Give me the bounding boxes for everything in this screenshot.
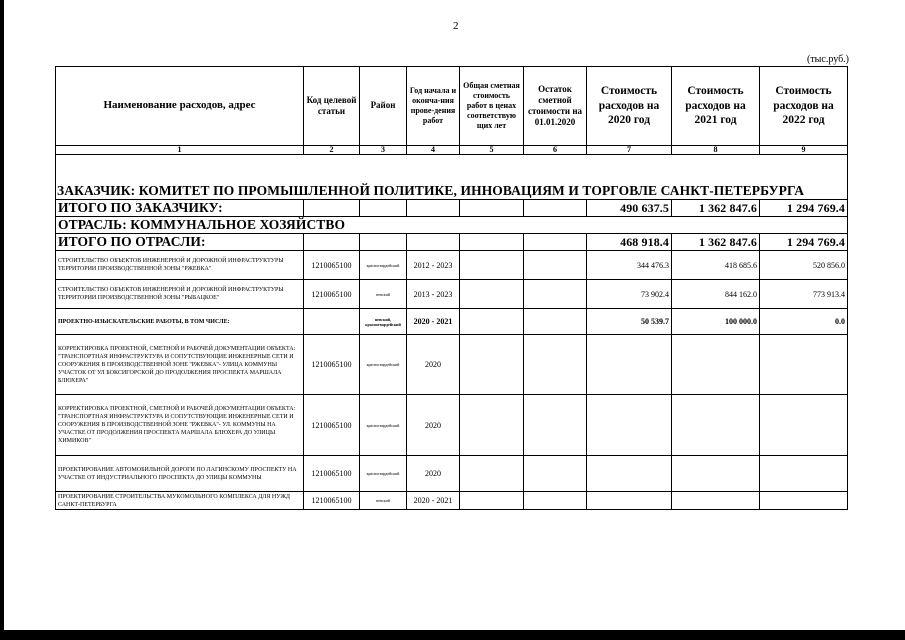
page-number: 2 (453, 20, 459, 32)
customer-line: ЗАКАЗЧИК: КОМИТЕТ ПО ПРОМЫШЛЕННОЙ ПОЛИТИКЕ, ИННОВАЦИЯМ И ТОРГОВЛЕ САНКТ-ПЕТЕРБУРГА (56, 183, 848, 200)
row-name: КОРРЕКТИРОВКА ПРОЕКТНОЙ, СМЕТНОЙ И РАБОЧЕЙ ДОКУМЕНТАЦИИ ОБЪЕКТА: "ТРАНСПОРТНАЯ ИНФРАСТРУКТУРА И СОПУТСТВУЮЩИЕ ИНЖЕНЕРНЫЕ СЕТИ И СООРУЖЕНИЯ В ПРОИЗВОДСТВЕННОЙ ЗОНЕ "РЖЕВКА"- УЛ. КОММУНЫ НА УЧАСТКЕ ОТ ПРОДОЛЖЕНИЯ ПРОСПЕКТА МАРШАЛА БЛЮХЕРА ДО УЛИЦЫ ХИМИКОВ" (56, 395, 304, 456)
expenses-table (55, 66, 848, 510)
row-district: невский (360, 280, 407, 309)
row-2020: 50 539.7 (587, 309, 672, 335)
row-years: 2012 - 2023 (407, 251, 460, 280)
branch-total-2020: 468 918.4 (587, 234, 672, 251)
customer-total-2021: 1 362 847.6 (672, 200, 760, 217)
unit-label: (тыс.руб.) (806, 54, 849, 65)
row-years: 2013 - 2023 (407, 280, 460, 309)
row-district: красногвардейский (360, 251, 407, 280)
row-name: КОРРЕКТИРОВКА ПРОЕКТНОЙ, СМЕТНОЙ И РАБОЧЕЙ ДОКУМЕНТАЦИИ ОБЪЕКТА: "ТРАНСПОРТНАЯ ИНФРАСТРУКТУРА И СОПУТСТВУЮЩИЕ ИНЖЕНЕРНЫЕ СЕТИ И СООРУЖЕНИЯ В ПРОИЗВОДСТВЕННОЙ ЗОНЕ "РЖЕВКА"- УЛИЦА КОММУНЫ УЧАСТОК ОТ УЛ БОКСИГОРСКОЙ ДО ПРОДОЛЖЕНИЯ ПРОСПЕКТА МАРШАЛА БЛЮХЕРА" (56, 335, 304, 395)
scan-edge-bottom (0, 630, 905, 640)
header-name: Наименование расходов, адрес (56, 67, 304, 146)
row-name: ПРОЕКТНО-ИЗЫСКАТЕЛЬСКИЕ РАБОТЫ, В ТОМ ЧИСЛЕ: (56, 309, 304, 335)
row-2020 (587, 395, 672, 456)
row-code (304, 309, 360, 335)
row-2022: 773 913.4 (760, 280, 848, 309)
branch-total-2021: 1 362 847.6 (672, 234, 760, 251)
header-district: Район (360, 67, 407, 146)
row-2020: 344 476.3 (587, 251, 672, 280)
header-cost-2022: Стоимость расходов на 2022 год (760, 67, 848, 146)
row-code: 1210065100 (304, 492, 360, 510)
row-2021: 418 685.6 (672, 251, 760, 280)
row-2021: 844 162.0 (672, 280, 760, 309)
row-total (460, 309, 524, 335)
branch-row (56, 217, 848, 234)
col-number: 2 (304, 146, 360, 155)
row-code: 1210065100 (304, 251, 360, 280)
col-number: 5 (460, 146, 524, 155)
row-code: 1210065100 (304, 280, 360, 309)
row-2022 (760, 456, 848, 492)
row-name: СТРОИТЕЛЬСТВО ОБЪЕКТОВ ИНЖЕНЕРНОЙ И ДОРОЖНОЙ ИНФРАСТРУКТУРЫ ТЕРРИТОРИИ ПРОИЗВОДСТВЕННОЙ ЗОНЫ "РЖЕВКА" (56, 251, 304, 280)
row-remainder (524, 395, 587, 456)
row-2020 (587, 492, 672, 510)
table-row (56, 309, 848, 335)
header-cost-2020: Стоимость расходов на 2020 год (587, 67, 672, 146)
header-remainder: Остаток сметной стоимости на 01.01.2020 (524, 67, 587, 146)
header-code: Код целевой статьи (304, 67, 360, 146)
row-code: 1210065100 (304, 395, 360, 456)
branch-total-row (56, 234, 848, 251)
row-district: красногвардейский (360, 335, 407, 395)
row-district: красногвардейский (360, 395, 407, 456)
row-remainder (524, 335, 587, 395)
row-2021 (672, 335, 760, 395)
row-2022 (760, 335, 848, 395)
col-number: 1 (56, 146, 304, 155)
row-years: 2020 - 2021 (407, 492, 460, 510)
table-row (56, 395, 848, 456)
row-name: ПРОЕКТИРОВАНИЕ АВТОМОБИЛЬНОЙ ДОРОГИ ПО ЛАГИНСКОМУ ПРОСПЕКТУ НА УЧАСТКЕ ОТ ИНДУСТРИАЛЬНОГО ПРОСПЕКТА ДО УЛИЦЫ КОММУНЫ (56, 456, 304, 492)
row-2022: 0.0 (760, 309, 848, 335)
row-total (460, 492, 524, 510)
row-years: 2020 (407, 335, 460, 395)
row-2022 (760, 492, 848, 510)
row-district: невский (360, 492, 407, 510)
header-row (56, 67, 848, 146)
row-total (460, 395, 524, 456)
row-years: 2020 (407, 456, 460, 492)
branch-line: ОТРАСЛЬ: КОММУНАЛЬНОЕ ХОЗЯЙСТВО (56, 217, 848, 234)
table-row (56, 492, 848, 510)
table-row (56, 456, 848, 492)
row-remainder (524, 456, 587, 492)
row-years: 2020 (407, 395, 460, 456)
col-number: 8 (672, 146, 760, 155)
row-2020: 73 902.4 (587, 280, 672, 309)
row-remainder (524, 309, 587, 335)
header-cost-2021: Стоимость расходов на 2021 год (672, 67, 760, 146)
row-code: 1210065100 (304, 335, 360, 395)
col-number: 3 (360, 146, 407, 155)
customer-total-label: ИТОГО ПО ЗАКАЗЧИКУ: (56, 200, 304, 217)
row-name: ПРОЕКТИРОВАНИЕ СТРОИТЕЛЬСТВА МУКОМОЛЬНОГО КОМПЛЕКСА ДЛЯ НУЖД САНКТ-ПЕТЕРБУРГА (56, 492, 304, 510)
customer-total-2020: 490 637.5 (587, 200, 672, 217)
table-row (56, 251, 848, 280)
spacer-row (56, 155, 848, 184)
branch-total-label: ИТОГО ПО ОТРАСЛИ: (56, 234, 304, 251)
row-2021 (672, 395, 760, 456)
row-2020 (587, 456, 672, 492)
row-district: невский, красногвардейский (360, 309, 407, 335)
customer-row (56, 183, 848, 200)
table-row (56, 335, 848, 395)
row-2020 (587, 335, 672, 395)
row-2021 (672, 492, 760, 510)
col-number: 7 (587, 146, 672, 155)
row-remainder (524, 251, 587, 280)
row-total (460, 280, 524, 309)
row-2022 (760, 395, 848, 456)
row-district: красногвардейский (360, 456, 407, 492)
row-2021: 100 000.0 (672, 309, 760, 335)
row-total (460, 456, 524, 492)
row-2021 (672, 456, 760, 492)
row-total (460, 251, 524, 280)
row-2022: 520 856.0 (760, 251, 848, 280)
row-remainder (524, 280, 587, 309)
row-name: СТРОИТЕЛЬСТВО ОБЪЕКТОВ ИНЖЕНЕРНОЙ И ДОРОЖНОЙ ИНФРАСТРУКТУРЫ ТЕРРИТОРИИ ПРОИЗВОДСТВЕННОЙ ЗОНЫ "РЫБАЦКОЕ" (56, 280, 304, 309)
header-years: Год начала и оконча-ния прове-дения работ (407, 67, 460, 146)
col-number: 9 (760, 146, 848, 155)
customer-total-row (56, 200, 848, 217)
branch-total-2022: 1 294 769.4 (760, 234, 848, 251)
row-remainder (524, 492, 587, 510)
row-years: 2020 - 2021 (407, 309, 460, 335)
col-number: 6 (524, 146, 587, 155)
row-total (460, 335, 524, 395)
scan-edge (0, 0, 4, 640)
table-row (56, 280, 848, 309)
customer-total-2022: 1 294 769.4 (760, 200, 848, 217)
header-total-cost: Общая сметная стоимость работ в ценах соответствую щих лет (460, 67, 524, 146)
row-code: 1210065100 (304, 456, 360, 492)
column-number-row (56, 146, 848, 155)
col-number: 4 (407, 146, 460, 155)
